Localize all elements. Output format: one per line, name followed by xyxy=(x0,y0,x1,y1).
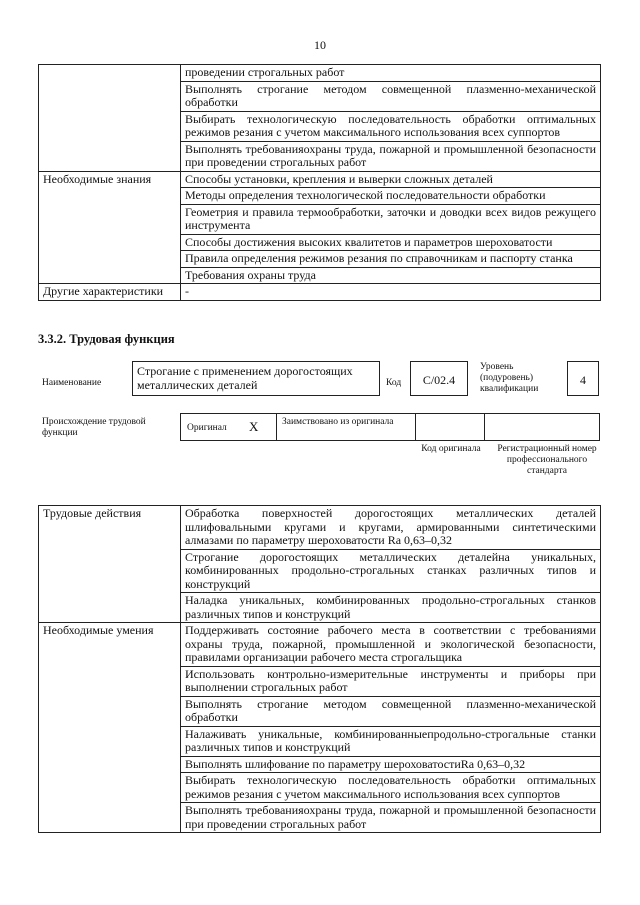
table-row xyxy=(39,623,601,667)
table-cell: Выполнять требованияохраны труда, пожарной и промышленной безопасности при проведении строгальных работ xyxy=(181,803,601,833)
row-label: Другие характеристики xyxy=(39,284,181,301)
origin-box xyxy=(180,413,600,441)
table-cell: Способы установки, крепления и выверки сложных деталей xyxy=(181,171,601,188)
table-cell: Выполнять строгание методом совмещенной плазменно-механической обработки xyxy=(181,81,601,111)
table-cell: Налаживать уникальные, комбинированныепродольно-строгальные станки различных типов и конструкций xyxy=(181,726,601,756)
table-cell: проведении строгальных работ xyxy=(181,65,601,82)
divider xyxy=(276,414,277,440)
code-label: Код xyxy=(386,378,402,388)
top-table xyxy=(38,64,601,301)
bottom-table xyxy=(38,505,601,833)
table-cell: Выбирать технологическую последовательность обработки оптимальных режимов резания с учетом максимального использования всех суппортов xyxy=(181,773,601,803)
name-value: Строгание с применением дорогостоящих металлических деталей xyxy=(132,361,380,396)
table-cell: Выполнять шлифование по параметру шероховатостиRa 0,63–0,32 xyxy=(181,756,601,773)
code-value: C/02.4 xyxy=(410,361,468,396)
table-row xyxy=(39,65,601,82)
table-cell: Использовать контрольно-измерительные инструменты и приборы при выполнении строгальных работ xyxy=(181,666,601,696)
level-label: Уровень (подуровень) квалификации xyxy=(480,362,539,394)
borrowed-label: Заимствовано из оригинала xyxy=(282,417,394,427)
caption-reg: Регистрационный номер профессионального стандарта xyxy=(497,444,597,476)
table-cell: Способы достижения высоких квалитетов и параметров шероховатости xyxy=(181,234,601,251)
page-number: 10 xyxy=(314,38,326,52)
table-cell: Геометрия и правила термообработки, заточки и доводки всех видов режущего инструмента xyxy=(181,204,601,234)
table-cell: Строгание дорогостоящих металлических деталейна уникальных, комбинированных продольно-строгальных станках различных типов и конструкций xyxy=(181,549,601,593)
row-label: Необходимые умения xyxy=(39,623,181,833)
table-cell: Поддерживать состояние рабочего места в соответствии с требованиями охраны труда, пожарной, промышленной и экологической безопасности, правилами организации рабочего места строгальщика xyxy=(181,623,601,667)
original-label: Оригинал xyxy=(187,423,227,433)
divider xyxy=(484,414,485,440)
table-cell: - xyxy=(181,284,601,301)
table-row xyxy=(39,171,601,188)
section-title: 3.3.2. Трудовая функция xyxy=(38,332,175,346)
table-cell: Наладка уникальных, комбинированных продольно-строгальных станков различных типов и конструкций xyxy=(181,593,601,623)
level-value: 4 xyxy=(567,361,599,396)
divider xyxy=(415,414,416,440)
original-mark: X xyxy=(249,419,259,434)
table-cell: Выбирать технологическую последовательность обработки оптимальных режимов резания с учетом максимального использования всех суппортов xyxy=(181,111,601,141)
table-cell: Правила определения режимов резания по справочникам и паспорту станка xyxy=(181,251,601,268)
table-cell: Выполнять требованияохраны труда, пожарной и промышленной безопасности при проведении строгальных работ xyxy=(181,141,601,171)
caption-code: Код оригинала xyxy=(421,444,481,454)
row-label: Трудовые действия xyxy=(39,506,181,623)
table-cell: Требования охраны труда xyxy=(181,267,601,284)
table-row xyxy=(39,506,601,550)
row-label xyxy=(39,65,181,172)
name-label: Наименование xyxy=(42,378,102,388)
table-cell: Методы определения технологической последовательности обработки xyxy=(181,188,601,205)
table-cell: Выполнять строгание методом совмещенной плазменно-механической обработки xyxy=(181,696,601,726)
table-cell: Обработка поверхностей дорогостоящих металлических деталей шлифовальными кругами и кругами, армированными синтетическими алмазами по параметру шероховатости Ra 0,63–0,32 xyxy=(181,506,601,550)
row-label: Необходимые знания xyxy=(39,171,181,284)
table-row xyxy=(39,284,601,301)
origin-label: Происхождение трудовой функции xyxy=(42,417,146,438)
